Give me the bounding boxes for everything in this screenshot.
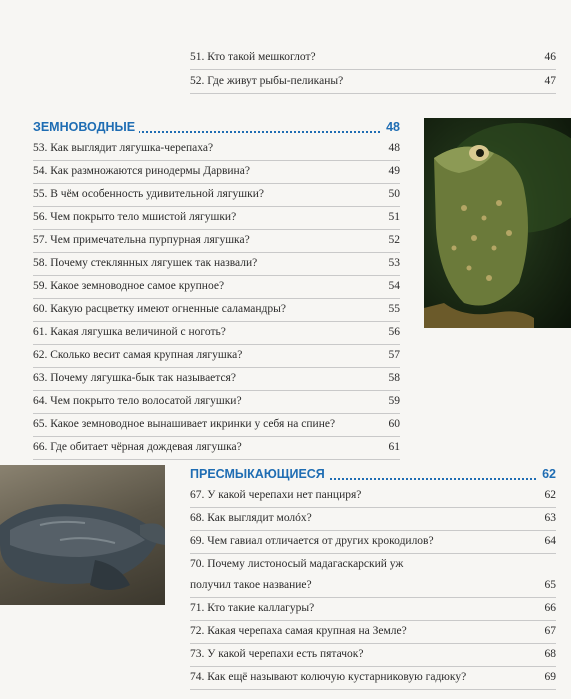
toc-entry-title: 51. Кто такой мешкоглот? bbox=[190, 51, 316, 63]
toc-entry bbox=[190, 643, 556, 667]
toc-entry-page: 57 bbox=[388, 349, 400, 361]
section-title: ПРЕСМЫКАЮЩИЕСЯ bbox=[190, 467, 329, 481]
toc-entry bbox=[190, 620, 556, 644]
toc-entry bbox=[190, 574, 556, 598]
section-heading-reptiles bbox=[190, 463, 556, 485]
toc-entry bbox=[190, 597, 556, 621]
toc-entry bbox=[33, 183, 400, 207]
toc-entry bbox=[33, 298, 400, 322]
toc-entry-page: 46 bbox=[544, 51, 556, 63]
toc-entry bbox=[33, 344, 400, 368]
toc-entry-page: 64 bbox=[544, 535, 556, 547]
toc-entry-page: 62 bbox=[544, 489, 556, 501]
toc-entry-title: 62. Сколько весит самая крупная лягушка? bbox=[33, 349, 243, 361]
toc-entry-page: 54 bbox=[388, 280, 400, 292]
toc-entry bbox=[33, 252, 400, 276]
toc-entry-title: 71. Кто такие каллагуры? bbox=[190, 602, 315, 614]
toc-entry-page: 63 bbox=[544, 512, 556, 524]
toc-entry-title: 68. Как выглядит молóх? bbox=[190, 512, 312, 524]
toc-entry bbox=[33, 137, 400, 161]
frog-photo bbox=[424, 118, 571, 328]
toc-entry-page: 47 bbox=[544, 75, 556, 87]
toc-entry-page: 69 bbox=[544, 671, 556, 683]
toc-entry-page: 55 bbox=[388, 303, 400, 315]
toc-entry-page: 49 bbox=[388, 165, 400, 177]
toc-entry-52 bbox=[190, 70, 556, 94]
toc-entry-title: 60. Какую расцветку имеют огненные саламандры? bbox=[33, 303, 286, 315]
toc-entry-title: 64. Чем покрыто тело волосатой лягушки? bbox=[33, 395, 242, 407]
frog-illustration bbox=[424, 118, 571, 328]
toc-entry bbox=[33, 321, 400, 345]
toc-entry-page: 68 bbox=[544, 648, 556, 660]
toc-entry bbox=[190, 666, 556, 690]
section-title: ЗЕМНОВОДНЫЕ bbox=[33, 120, 139, 134]
toc-entry-page: 50 bbox=[388, 188, 400, 200]
toc-entry-page: 61 bbox=[388, 441, 400, 453]
toc-entry-title: 67. У какой черепахи нет панциря? bbox=[190, 489, 362, 501]
toc-entry-page: 60 bbox=[388, 418, 400, 430]
toc-entry bbox=[33, 367, 400, 391]
toc-entry-page: 67 bbox=[544, 625, 556, 637]
toc-entry-page: 66 bbox=[544, 602, 556, 614]
toc-entry-title: 61. Какая лягушка величиной с ноготь? bbox=[33, 326, 226, 338]
toc-entry bbox=[33, 390, 400, 414]
toc-entry bbox=[33, 275, 400, 299]
toc-entry-title: 70. Почему листоносый мадагаскарский уж bbox=[190, 558, 404, 570]
toc-entry-title: 72. Какая черепаха самая крупная на Земле? bbox=[190, 625, 407, 637]
turtle-illustration bbox=[0, 465, 165, 605]
toc-entry bbox=[190, 507, 556, 531]
toc-entry-title: 59. Какое земноводное самое крупное? bbox=[33, 280, 225, 292]
toc-entry-page: 59 bbox=[388, 395, 400, 407]
toc-entry-page: 56 bbox=[388, 326, 400, 338]
toc-entry-title: 74. Как ещё называют колючую кустарниковую гадюку? bbox=[190, 671, 467, 683]
toc-entry-51 bbox=[190, 46, 556, 70]
section-heading-amphibians bbox=[33, 116, 400, 138]
toc-entry-title: 53. Как выглядит лягушка-черепаха? bbox=[33, 142, 214, 154]
section-page: 62 bbox=[538, 463, 556, 485]
toc-entry-page: 58 bbox=[388, 372, 400, 384]
toc-entry bbox=[33, 229, 400, 253]
toc-entry-title: 69. Чем гавиал отличается от других крокодилов? bbox=[190, 535, 434, 547]
toc-entry-page: 52 bbox=[388, 234, 400, 246]
toc-entry bbox=[190, 484, 556, 508]
section-page: 48 bbox=[382, 116, 400, 138]
toc-entry bbox=[33, 413, 400, 437]
toc-entry-title: 54. Как размножаются ринодермы Дарвина? bbox=[33, 165, 250, 177]
toc-entry-page: 51 bbox=[388, 211, 400, 223]
toc-entry-title: 63. Почему лягушка-бык так называется? bbox=[33, 372, 236, 384]
toc-entry-title: 65. Какое земноводное вынашивает икринки у себя на спине? bbox=[33, 418, 336, 430]
toc-entry bbox=[33, 160, 400, 184]
toc-entry-title: получил такое название? bbox=[190, 579, 312, 591]
toc-entry-title: 56. Чем покрыто тело мшистой лягушки? bbox=[33, 211, 237, 223]
turtle-photo bbox=[0, 465, 165, 605]
toc-entry bbox=[33, 436, 400, 460]
toc-entry-page: 53 bbox=[388, 257, 400, 269]
toc-entry-title: 66. Где обитает чёрная дождевая лягушка? bbox=[33, 441, 242, 453]
toc-entry-title: 55. В чём особенность удивительной лягушки? bbox=[33, 188, 264, 200]
toc-entry bbox=[190, 530, 556, 554]
toc-entry-page: 65 bbox=[544, 579, 556, 591]
toc-entry-title: 57. Чем примечательна пурпурная лягушка? bbox=[33, 234, 250, 246]
toc-entry-title: 52. Где живут рыбы-пеликаны? bbox=[190, 75, 344, 87]
toc-entry-title: 73. У какой черепахи есть пятачок? bbox=[190, 648, 364, 660]
toc-entry bbox=[33, 206, 400, 230]
toc-entry-page: 48 bbox=[388, 142, 400, 154]
toc-entry-title: 58. Почему стеклянных лягушек так назвали? bbox=[33, 257, 258, 269]
